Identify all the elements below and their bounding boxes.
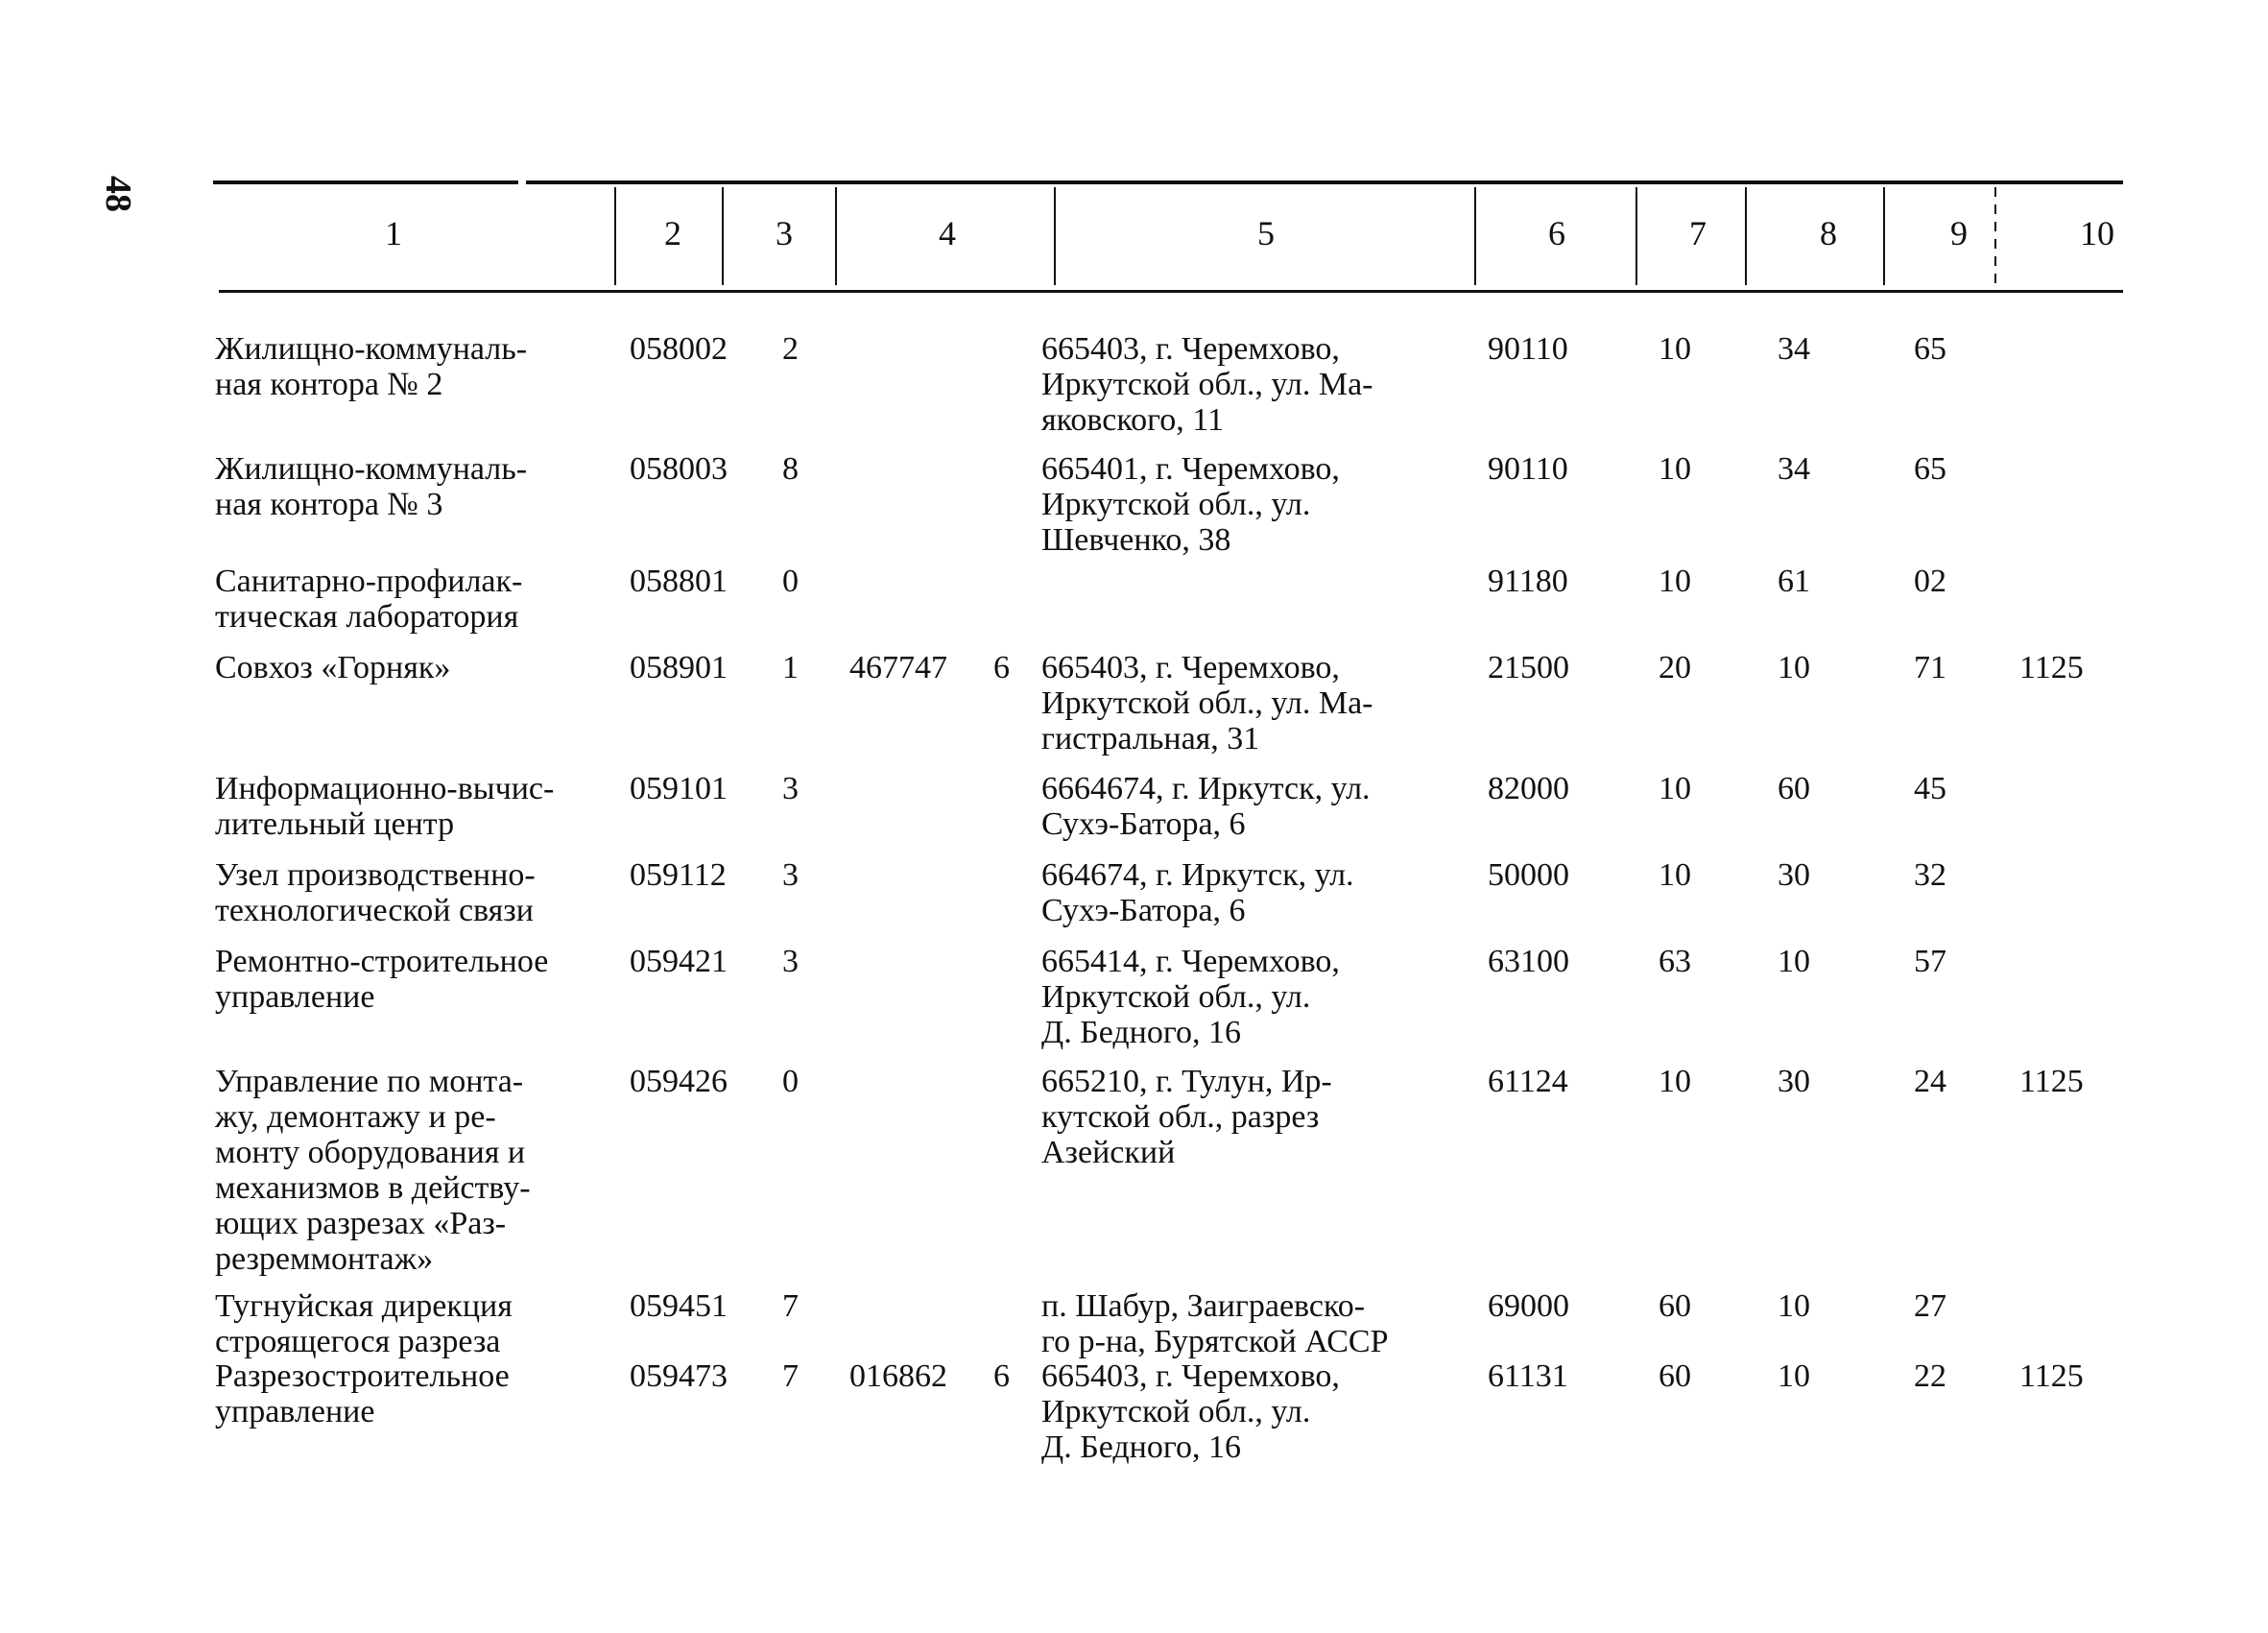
row-col8: 34: [1778, 331, 1810, 367]
row-col7: 10: [1659, 1064, 1691, 1099]
header-col-9: 9: [1950, 214, 1968, 252]
row-col4-digit: 6: [993, 650, 1010, 685]
row-name: Жилищно-коммуналь- ная контора № 2: [215, 331, 528, 402]
header-col-7: 7: [1689, 214, 1707, 252]
header-col-2: 2: [664, 214, 681, 252]
column-separator: [1474, 187, 1476, 285]
row-col9: 27: [1914, 1288, 1946, 1324]
row-col7: 10: [1659, 331, 1691, 367]
row-name: Санитарно-профилак- тическая лаборатория: [215, 564, 523, 635]
row-col7: 60: [1659, 1358, 1691, 1394]
row-col6: 50000: [1488, 857, 1569, 893]
row-col9: 22: [1914, 1358, 1946, 1394]
column-separator: [1745, 187, 1747, 285]
row-address: 664674, г. Иркутск, ул. Сухэ-Батора, 6: [1041, 857, 1354, 928]
header-col-8: 8: [1820, 214, 1837, 252]
row-col6: 61131: [1488, 1358, 1568, 1394]
row-k: 7: [782, 1358, 799, 1394]
row-col6: 91180: [1488, 564, 1568, 599]
row-col9: 71: [1914, 650, 1946, 685]
row-col8: 10: [1778, 1288, 1810, 1324]
page-number: 48: [98, 176, 138, 212]
row-col6: 90110: [1488, 451, 1568, 487]
row-col6: 61124: [1488, 1064, 1568, 1099]
column-separator: [835, 187, 837, 285]
row-address: 665403, г. Черемхово, Иркутской обл., ул. Ма- гистральная, 31: [1041, 650, 1373, 756]
row-col10: 1125: [2019, 1358, 2084, 1394]
row-col10: 1125: [2019, 1064, 2084, 1099]
row-address: 665401, г. Черемхово, Иркутской обл., ул. Шевченко, 38: [1041, 451, 1340, 558]
row-col8: 30: [1778, 857, 1810, 893]
row-address: 665403, г. Черемхово, Иркутской обл., ул. Ма- яковского, 11: [1041, 331, 1373, 438]
column-separator: [614, 187, 616, 285]
row-k: 3: [782, 771, 799, 806]
row-k: 7: [782, 1288, 799, 1324]
row-col6: 21500: [1488, 650, 1569, 685]
row-code: 058003: [630, 451, 728, 487]
row-k: 0: [782, 1064, 799, 1099]
row-k: 3: [782, 944, 799, 979]
row-col6: 63100: [1488, 944, 1569, 979]
row-address: 665403, г. Черемхово, Иркутской обл., ул. Д. Бедного, 16: [1041, 1358, 1340, 1465]
row-code: 059451: [630, 1288, 728, 1324]
row-name: Ремонтно-строительное управление: [215, 944, 549, 1015]
row-col6: 82000: [1488, 771, 1569, 806]
row-name: Управление по монта- жу, демонтажу и ре- монту оборудования и механизмов в действу- ющих разрезах «Раз- резреммонтаж»: [215, 1064, 531, 1277]
header-col-1: 1: [385, 214, 402, 252]
row-name: Жилищно-коммуналь- ная контора № 3: [215, 451, 528, 522]
row-name: Совхоз «Горняк»: [215, 650, 451, 685]
column-separator: [1054, 187, 1056, 285]
header-bottom-rule: [219, 290, 2123, 293]
row-col10: 1125: [2019, 650, 2084, 685]
row-code: 058002: [630, 331, 728, 367]
row-col7: 10: [1659, 451, 1691, 487]
row-col9: 65: [1914, 331, 1946, 367]
row-address: 665414, г. Черемхово, Иркутской обл., ул. Д. Бедного, 16: [1041, 944, 1340, 1050]
row-col9: 45: [1914, 771, 1946, 806]
row-col9: 02: [1914, 564, 1946, 599]
row-col8: 30: [1778, 1064, 1810, 1099]
row-code: 059421: [630, 944, 728, 979]
row-col9: 57: [1914, 944, 1946, 979]
column-separator: [1994, 187, 1996, 285]
column-separator: [722, 187, 724, 285]
row-col7: 10: [1659, 857, 1691, 893]
row-col8: 10: [1778, 944, 1810, 979]
table-top-rule: [213, 180, 2123, 184]
header-col-3: 3: [776, 214, 793, 252]
column-separator: [1635, 187, 1637, 285]
row-address: п. Шабур, Заиграевско- го р-на, Бурятской АССР: [1041, 1288, 1389, 1359]
row-col8: 60: [1778, 771, 1810, 806]
row-col8: 10: [1778, 650, 1810, 685]
row-col7: 10: [1659, 771, 1691, 806]
row-code: 058901: [630, 650, 728, 685]
row-col6: 69000: [1488, 1288, 1569, 1324]
row-col9: 65: [1914, 451, 1946, 487]
row-col8: 61: [1778, 564, 1810, 599]
row-code: 058801: [630, 564, 728, 599]
column-separator: [1883, 187, 1885, 285]
row-k: 1: [782, 650, 799, 685]
row-col4-number: 467747: [849, 650, 947, 685]
header-col-6: 6: [1548, 214, 1565, 252]
row-address: 6664674, г. Иркутск, ул. Сухэ-Батора, 6: [1041, 771, 1371, 842]
row-col6: 90110: [1488, 331, 1568, 367]
row-col9: 24: [1914, 1064, 1946, 1099]
header-col-10: 10: [2080, 214, 2114, 252]
table-top-rule-gap: [518, 179, 526, 186]
row-k: 3: [782, 857, 799, 893]
row-col8: 34: [1778, 451, 1810, 487]
row-col8: 10: [1778, 1358, 1810, 1394]
row-name: Разрезостроительное управление: [215, 1358, 510, 1429]
row-col4-number: 016862: [849, 1358, 947, 1394]
header-col-4: 4: [939, 214, 956, 252]
row-address: 665210, г. Тулун, Ир- кутской обл., разрез Азейский: [1041, 1064, 1332, 1170]
row-name: Информационно-вычис- лительный центр: [215, 771, 555, 842]
row-code: 059112: [630, 857, 727, 893]
row-code: 059473: [630, 1358, 728, 1394]
row-col7: 20: [1659, 650, 1691, 685]
row-name: Тугнуйская дирекция строящегося разреза: [215, 1288, 513, 1359]
row-col4-digit: 6: [993, 1358, 1010, 1394]
header-col-5: 5: [1257, 214, 1275, 252]
row-k: 8: [782, 451, 799, 487]
row-k: 0: [782, 564, 799, 599]
row-col9: 32: [1914, 857, 1946, 893]
row-code: 059426: [630, 1064, 728, 1099]
row-col7: 60: [1659, 1288, 1691, 1324]
row-col7: 63: [1659, 944, 1691, 979]
row-name: Узел производственно- технологической связи: [215, 857, 536, 928]
row-code: 059101: [630, 771, 728, 806]
row-k: 2: [782, 331, 799, 367]
row-col7: 10: [1659, 564, 1691, 599]
